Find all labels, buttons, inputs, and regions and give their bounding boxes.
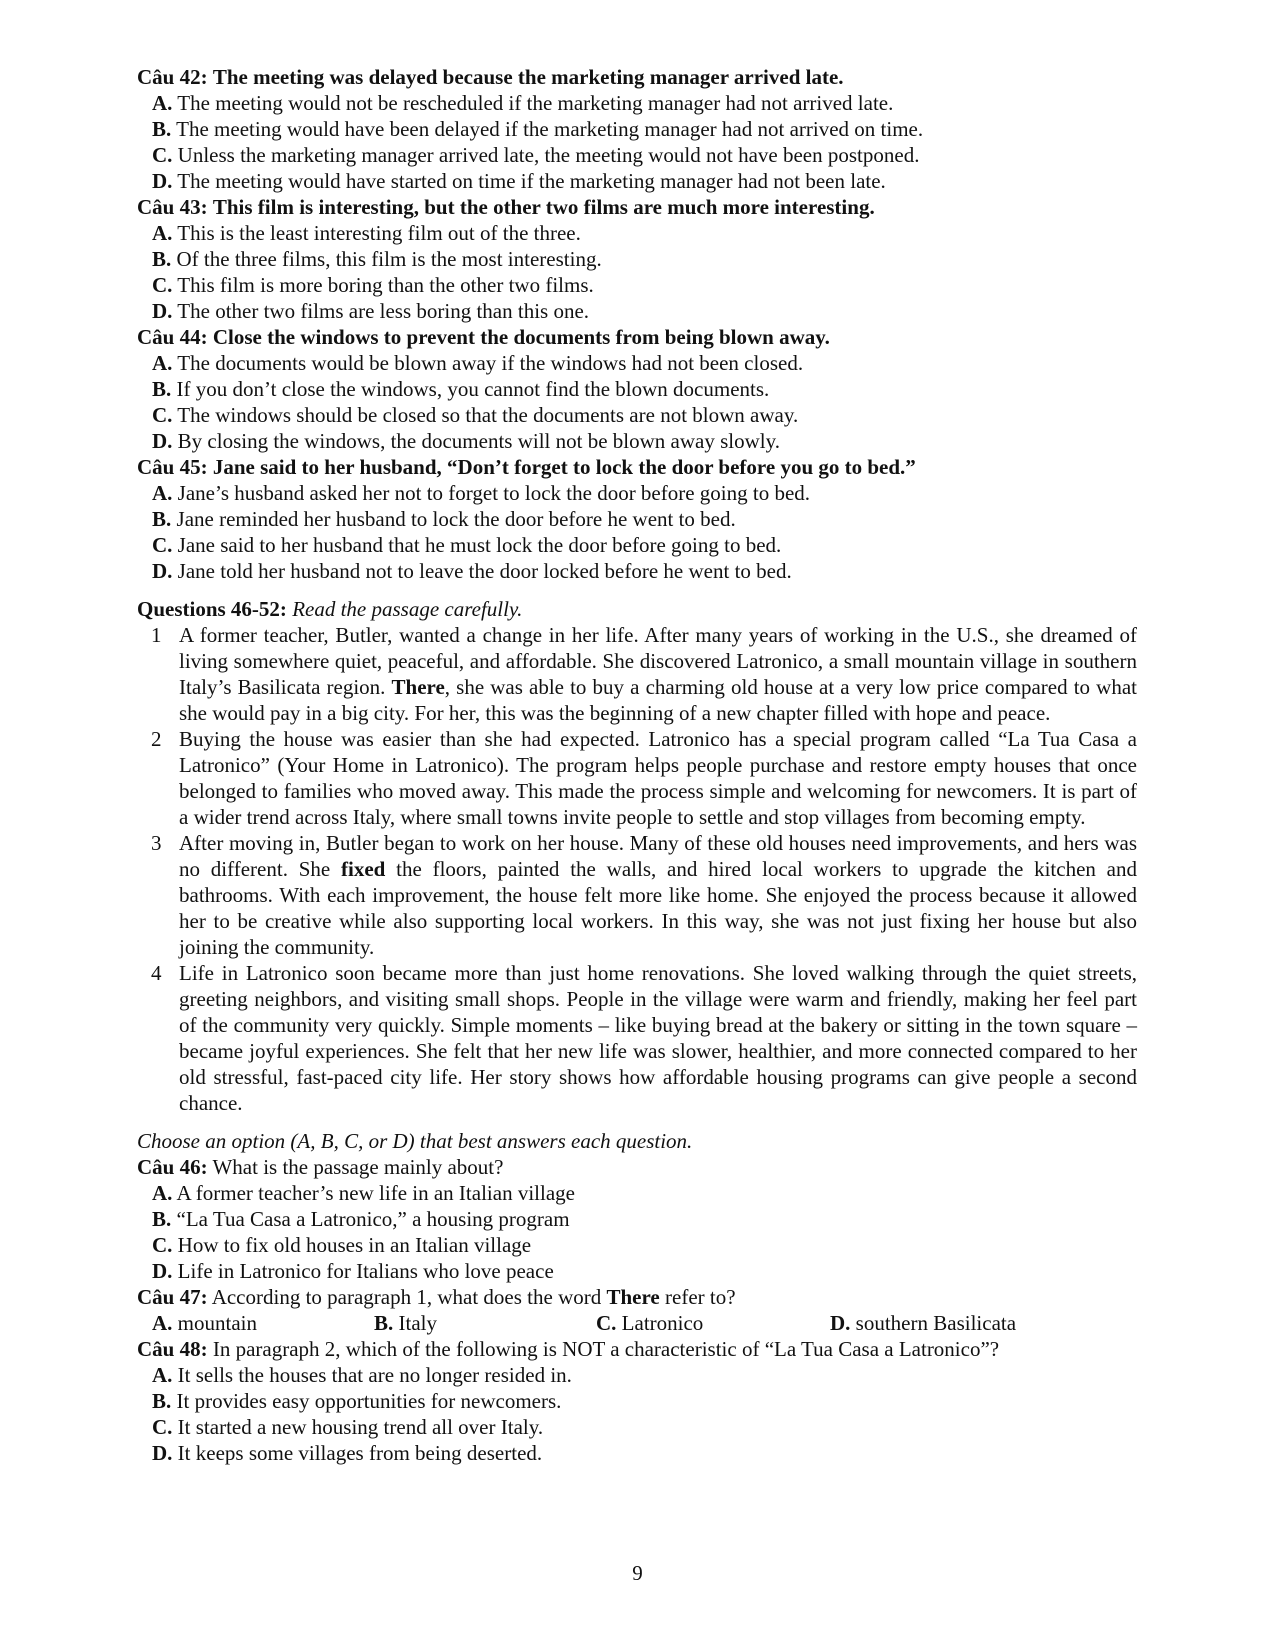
option-letter: B. xyxy=(152,117,172,141)
option-text: A former teacher’s new life in an Italian village xyxy=(176,1181,575,1205)
option-letter: B. xyxy=(152,377,172,401)
option-a xyxy=(137,1362,1137,1388)
page-number: 9 xyxy=(632,1561,643,1585)
highlighted-word: There xyxy=(606,1285,660,1309)
question-number: Câu 45: xyxy=(137,455,208,479)
option-letter: A. xyxy=(152,1363,173,1387)
option-c xyxy=(137,142,1137,168)
option-text: The documents would be blown away if the windows had not been closed. xyxy=(177,351,804,375)
option-text: The meeting would have started on time if the marketing manager had not been late. xyxy=(177,169,886,193)
option-text: Unless the marketing manager arrived late, the meeting would not have been postponed. xyxy=(177,143,920,167)
paragraph-text xyxy=(179,726,1137,830)
question-text: This film is interesting, but the other two films are much more interesting. xyxy=(212,195,875,219)
option-letter: D. xyxy=(152,1259,173,1283)
option-letter: A. xyxy=(152,221,173,245)
option-a xyxy=(137,480,1137,506)
paragraph-text-part: the floors, painted the walls, and hired local workers to upgrade the kitchen and bathrooms. With each improvement, the house felt more like home. She enjoyed the process because it allowed her to be creative while also supporting local workers. In this way, she was not just fixing her house but also joining the community. xyxy=(179,857,1137,959)
question-stem xyxy=(137,1284,1137,1310)
option-a xyxy=(137,350,1137,376)
choose-instruction: Choose an option (A, B, C, or D) that best answers each question. xyxy=(137,1129,693,1153)
option-text: Jane said to her husband that he must lock the door before going to bed. xyxy=(177,533,782,557)
option-letter: B. xyxy=(152,1207,172,1231)
question-number: Câu 47: xyxy=(137,1285,208,1309)
passage xyxy=(137,622,1137,1116)
option-letter: C. xyxy=(152,533,173,557)
question-stem xyxy=(137,324,1137,350)
option-letter: C. xyxy=(152,1233,173,1257)
option-text: Italy xyxy=(398,1311,437,1335)
question-46 xyxy=(137,1154,1137,1284)
paragraph-4 xyxy=(151,960,1137,1116)
option-text: mountain xyxy=(177,1311,257,1335)
paragraph-text-part: Life in Latronico soon became more than just home renovations. She loved walking through the quiet streets, greeting neighbors, and visiting small shops. People in the village were warm and friendly, making her feel part of the community very quickly. Simple moments – like buying bread at the bakery or sitting in the town square – became joyful experiences. She felt that her new life was slower, healthier, and more connected compared to her old stressful, fast-paced city life. Her story shows how affordable housing programs can give people a second chance. xyxy=(179,961,1137,1115)
question-text: Close the windows to prevent the documents from being blown away. xyxy=(212,325,830,349)
exam-page xyxy=(137,64,1137,1466)
option-text: It provides easy opportunities for newcomers. xyxy=(176,1389,562,1413)
question-43 xyxy=(137,194,1137,324)
question-text: Jane said to her husband, “Don’t forget to lock the door before you go to bed.” xyxy=(212,455,916,479)
question-text: refer to? xyxy=(659,1285,736,1309)
option-text: This is the least interesting film out of the three. xyxy=(177,221,581,245)
option-letter: A. xyxy=(152,351,173,375)
option-d xyxy=(137,1258,1137,1284)
option-b xyxy=(137,1388,1137,1414)
option-text: southern Basilicata xyxy=(855,1311,1017,1335)
option-text: It sells the houses that are no longer resided in. xyxy=(177,1363,572,1387)
question-number: Câu 42: xyxy=(137,65,208,89)
question-text: In paragraph 2, which of the following is NOT a characteristic of “La Tua Casa a Latronico”? xyxy=(212,1337,1000,1361)
option-d xyxy=(137,428,1137,454)
option-letter: D. xyxy=(152,429,173,453)
option-letter: B. xyxy=(374,1311,394,1335)
paragraph-text xyxy=(179,622,1137,726)
option-text: Jane reminded her husband to lock the door before he went to bed. xyxy=(176,507,736,531)
option-letter: B. xyxy=(152,247,172,271)
question-stem xyxy=(137,454,1137,480)
option-letter: D. xyxy=(152,169,173,193)
option-letter: C. xyxy=(152,403,173,427)
option-text: If you don’t close the windows, you cannot find the blown documents. xyxy=(176,377,770,401)
question-number: Câu 46: xyxy=(137,1155,208,1179)
paragraph-text-part: After moving in, Butler began to work on her house. Many of these old houses need improvements, and hers was no different. She xyxy=(179,831,1137,881)
option-letter: B. xyxy=(152,507,172,531)
option-letter: A. xyxy=(152,91,173,115)
option-text: By closing the windows, the documents will not be blown away slowly. xyxy=(177,429,780,453)
option-letter: C. xyxy=(152,273,173,297)
option-text: This film is more boring than the other two films. xyxy=(177,273,594,297)
option-letter: D. xyxy=(830,1311,851,1335)
option-a xyxy=(152,1310,374,1336)
option-d xyxy=(137,558,1137,584)
paragraph-text-part: , she was able to buy a charming old house at a very low price compared to what she would pay in a big city. For her, this was the beginning of a new chapter filled with hope and peace. xyxy=(179,675,1137,725)
question-text: According to paragraph 1, what does the word xyxy=(211,1285,607,1309)
option-letter: A. xyxy=(152,481,173,505)
option-letter: D. xyxy=(152,1441,173,1465)
option-text: It started a new housing trend all over Italy. xyxy=(177,1415,544,1439)
question-text: The meeting was delayed because the marketing manager arrived late. xyxy=(212,65,844,89)
option-text: It keeps some villages from being deserted. xyxy=(177,1441,543,1465)
question-47 xyxy=(137,1284,1137,1336)
option-c xyxy=(137,1232,1137,1258)
option-c xyxy=(137,402,1137,428)
paragraph-text-part: A former teacher, Butler, wanted a change in her life. After many years of working in the U.S., she dreamed of living somewhere quiet, peaceful, and affordable. She discovered Latronico, a small mountain village in southern Italy’s Basilicata region. xyxy=(179,623,1137,699)
option-text: Of the three films, this film is the most interesting. xyxy=(176,247,602,271)
option-text: How to fix old houses in an Italian village xyxy=(177,1233,532,1257)
question-stem xyxy=(137,1336,1137,1362)
option-text: The meeting would not be rescheduled if the marketing manager had not arrived late. xyxy=(177,91,894,115)
options-row xyxy=(137,1310,1137,1336)
option-text: Jane’s husband asked her not to forget to lock the door before going to bed. xyxy=(177,481,811,505)
highlighted-word: fixed xyxy=(341,857,386,881)
option-b xyxy=(137,116,1137,142)
option-text: The meeting would have been delayed if the marketing manager had not arrived on time. xyxy=(176,117,924,141)
option-b xyxy=(374,1310,596,1336)
question-45 xyxy=(137,454,1137,584)
question-42 xyxy=(137,64,1137,194)
option-d xyxy=(137,1440,1137,1466)
option-text: Latronico xyxy=(621,1311,704,1335)
option-letter: A. xyxy=(152,1181,173,1205)
paragraph-number: 2 xyxy=(151,727,162,751)
paragraph-text-part: Buying the house was easier than she had expected. Latronico has a special program called “La Tua Casa a Latronico” (Your Home in Latronico). The program helps people purchase and restore empty houses that once belonged to families who moved away. This made the process simple and welcoming for newcomers. It is part of a wider trend across Italy, where small towns invite people to settle and stop villages from becoming empty. xyxy=(179,727,1137,829)
option-text: “La Tua Casa a Latronico,” a housing program xyxy=(176,1207,570,1231)
paragraph-number: 1 xyxy=(151,623,162,647)
option-c xyxy=(596,1310,830,1336)
question-stem xyxy=(137,64,1137,90)
option-text: The other two films are less boring than this one. xyxy=(177,299,590,323)
option-c xyxy=(137,272,1137,298)
passage-heading xyxy=(137,596,1137,622)
option-letter: A. xyxy=(152,1311,173,1335)
paragraph-1 xyxy=(151,622,1137,726)
paragraph-3 xyxy=(151,830,1137,960)
question-stem xyxy=(137,1154,1137,1180)
paragraph-number: 4 xyxy=(151,961,162,985)
option-text: Life in Latronico for Italians who love peace xyxy=(177,1259,554,1283)
option-letter: B. xyxy=(152,1389,172,1413)
option-d xyxy=(830,1310,1052,1336)
question-number: Câu 44: xyxy=(137,325,208,349)
question-48 xyxy=(137,1336,1137,1466)
option-text: Jane told her husband not to leave the door locked before he went to bed. xyxy=(177,559,792,583)
option-c xyxy=(137,1414,1137,1440)
option-a xyxy=(137,1180,1137,1206)
paragraph-number: 3 xyxy=(151,831,162,855)
option-b xyxy=(137,1206,1137,1232)
option-letter: C. xyxy=(152,143,173,167)
question-number: Câu 43: xyxy=(137,195,208,219)
question-stem xyxy=(137,194,1137,220)
option-a xyxy=(137,90,1137,116)
highlighted-word: There xyxy=(391,675,445,699)
option-c xyxy=(137,532,1137,558)
section-label: Questions 46-52: xyxy=(137,597,287,621)
option-letter: D. xyxy=(152,299,173,323)
paragraph-2 xyxy=(151,726,1137,830)
option-letter: C. xyxy=(152,1415,173,1439)
question-44 xyxy=(137,324,1137,454)
option-a xyxy=(137,220,1137,246)
option-text: The windows should be closed so that the documents are not blown away. xyxy=(177,403,799,427)
option-letter: D. xyxy=(152,559,173,583)
question-number: Câu 48: xyxy=(137,1337,208,1361)
section-instruction: Read the passage carefully. xyxy=(292,597,523,621)
paragraph-text xyxy=(179,960,1137,1116)
option-d xyxy=(137,168,1137,194)
option-b xyxy=(137,376,1137,402)
question-text: What is the passage mainly about? xyxy=(212,1155,504,1179)
option-b xyxy=(137,246,1137,272)
paragraph-text xyxy=(179,830,1137,960)
option-d xyxy=(137,298,1137,324)
option-letter: C. xyxy=(596,1311,617,1335)
option-b xyxy=(137,506,1137,532)
